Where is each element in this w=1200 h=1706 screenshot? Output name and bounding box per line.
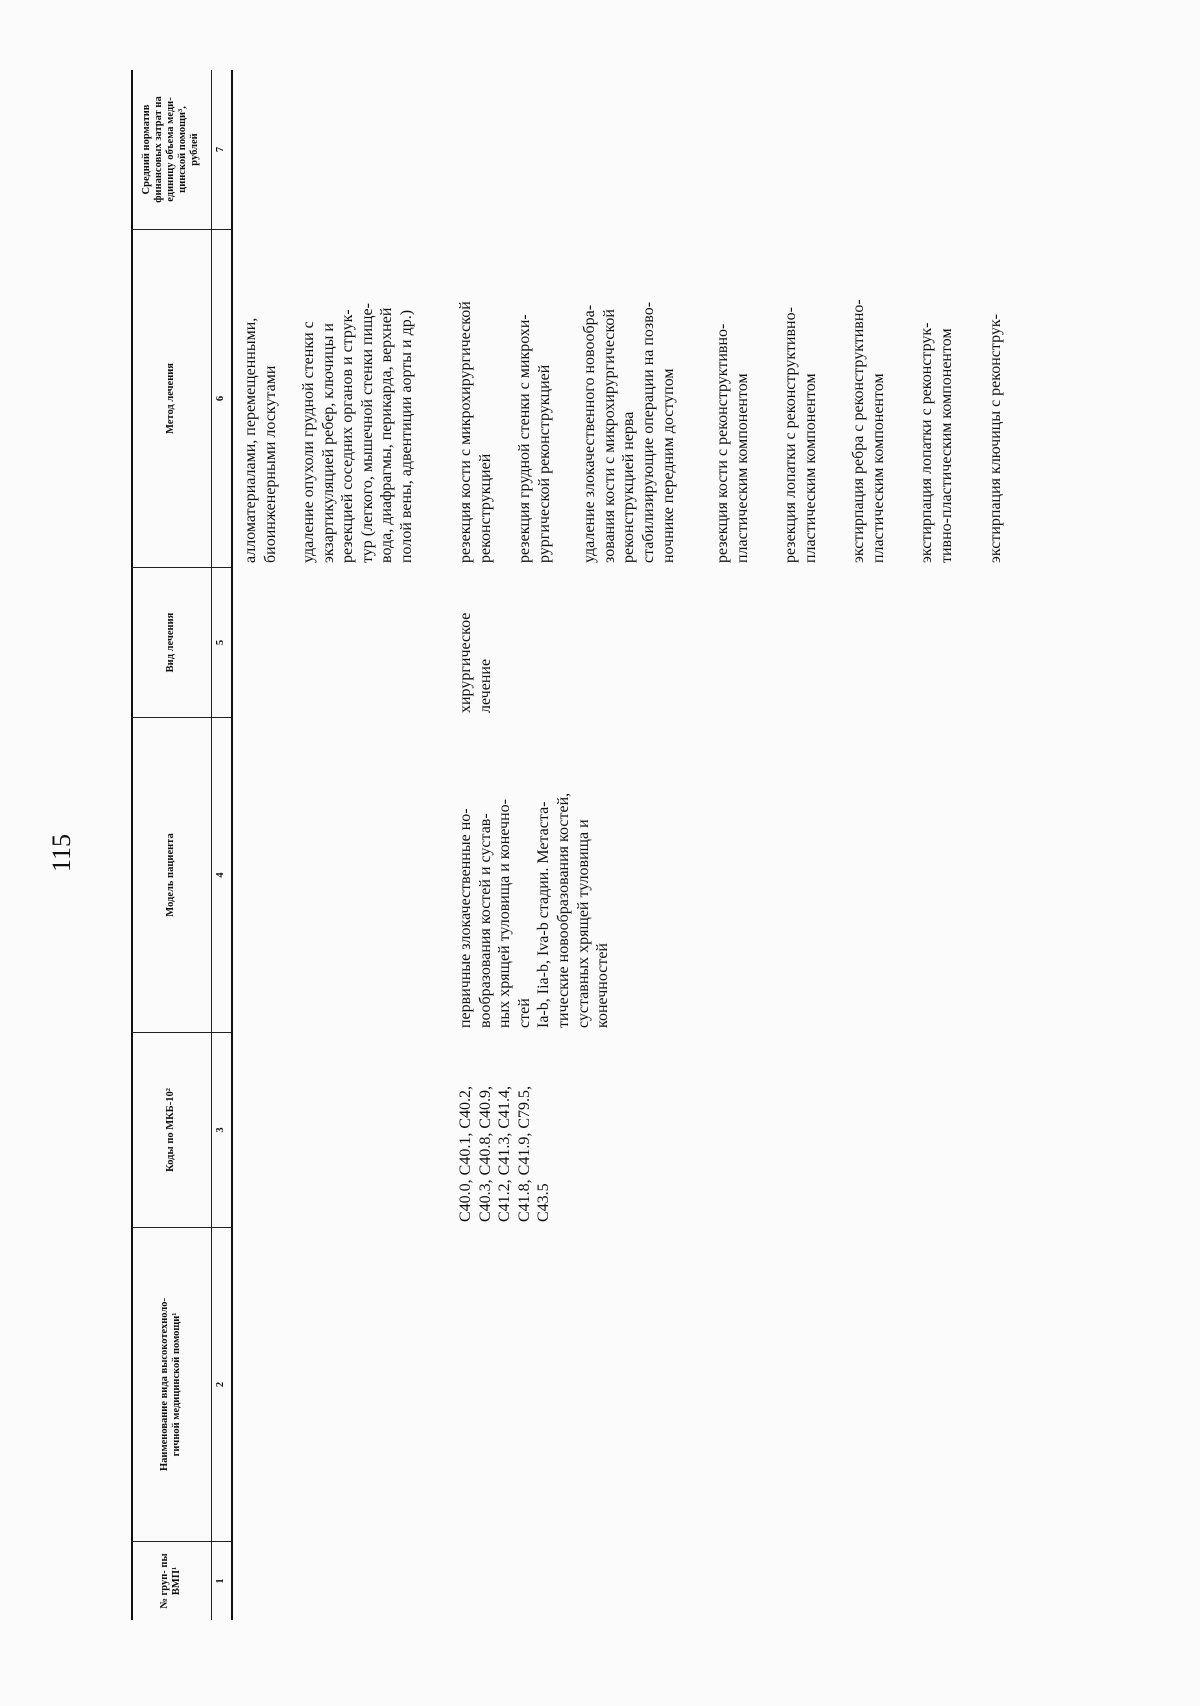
treatment-method-item: алломатериалами, перемещенными, биоинженерными лоскутами	[242, 317, 279, 563]
column-number: 2	[211, 1228, 231, 1542]
column-number: 3	[211, 1033, 231, 1228]
column-number: 1	[215, 1578, 226, 1584]
header-group-number: № груп- пы ВМП¹	[158, 1553, 182, 1609]
header-vmp-name: Наименование вида высокотехноло- гичной медицинской помощи¹	[131, 1228, 211, 1542]
table-header-row	[131, 70, 212, 1620]
header-financial-norm: Средний норматив финансовых затрат на единицу объема меди- цинской помощи³, рублей	[131, 70, 211, 230]
treatment-method-item: резекция лопатки с реконструктивно- пластическим компонентом	[782, 307, 819, 563]
table-column-numbers	[211, 70, 231, 1620]
treatment-method-item: удаление злокачественного новообра- зования кости с микрохирургической реконструкцией нерва	[581, 304, 638, 563]
treatment-type-cell: хирургическое лечение	[457, 612, 494, 713]
header-treatment-type: Вид лечения	[131, 568, 211, 718]
header-patient-model: Модель пациента	[131, 718, 211, 1033]
treatment-method-item: удаление опухоли грудной стенки с экзартикуляцией ребер, ключицы и резекцией соседних органов и струк- тур (легкого, мышечной стенки пище- вода, диафрагмы, перикарда, верхней полой вены, адвентиции аорты и др.)	[300, 303, 415, 563]
treatment-method-item: стабилизирующие операции на позво- ночнике передним доступом	[640, 301, 677, 563]
treatment-method-item: резекция кости с реконструктивно- пластическим компонентом	[714, 323, 751, 563]
table-header-bottom-rule	[231, 70, 233, 1620]
treatment-method-item: экстирпация ключицы с реконструк-	[987, 314, 1004, 563]
column-number: 5	[211, 568, 231, 718]
treatment-method-item: резекция грудной стенки с микрохи- рургической реконструкцией	[516, 314, 553, 563]
icd-codes-cell: С40.0, С40.1, С40.2, С40.3, С40.8, С40.9, С41.2, С41.3, С41.4, С41.8, С41.9, С79.5, С43.5	[457, 1085, 553, 1222]
treatment-method-item: экстирпация лопатки с реконструк- тивно-пластическим компонентом	[918, 322, 955, 563]
header-icd-codes: Коды по МКБ-10²	[131, 1033, 211, 1228]
column-number: 7	[211, 70, 231, 230]
patient-model-cell: первичные злокачественные но- вообразования костей и сустав- ных хрящей туловища и конечно- стей Ia-b, Iia-b, Iva-b стадии. Метаста- тические новообразования костей, суставных хрящей туловища и конечностей	[457, 792, 612, 1028]
column-number: 6	[211, 230, 231, 568]
rotated-table	[131, 70, 1181, 1620]
treatment-method-item: резекция кости с микрохирургической реконструкцией	[457, 301, 494, 563]
column-number: 4	[211, 718, 231, 1033]
header-treatment-method: Метод лечения	[131, 230, 211, 568]
page-number: 115	[47, 833, 76, 873]
treatment-method-item: экстирпация ребра с реконструктивно- пластическим компонентом	[850, 299, 887, 563]
